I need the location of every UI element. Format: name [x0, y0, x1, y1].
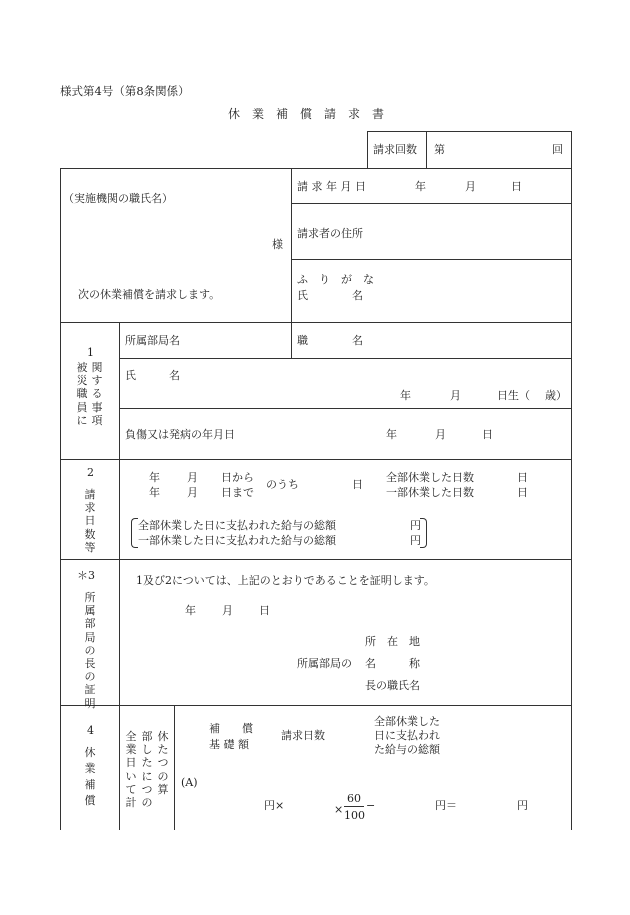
certification-text: 1及び2については、上記のとおりであることを証明します。 [136, 574, 435, 587]
to-year: 年 [149, 486, 160, 499]
location-label: 所 在 地 [365, 635, 420, 648]
s1-label-col2: 関する事項 [91, 361, 103, 427]
s2-number: 2 [87, 466, 94, 479]
row-line-section3 [60, 559, 571, 560]
full-days-label: 全部休業した日数 [386, 471, 474, 484]
post-label: 職 名 [297, 334, 363, 347]
calc-label-col1: 全業日いて計 [125, 730, 137, 809]
wage-bracket-right [420, 518, 427, 548]
head-name-label: 長の職氏名 [365, 679, 420, 692]
s4-label: 休業補償 [84, 746, 96, 807]
age: 歳） [545, 389, 567, 402]
header-line-2 [291, 259, 571, 260]
birth-year: 年 [400, 389, 411, 402]
s1-line-1 [119, 358, 571, 359]
request-count-suffix: 回 [552, 143, 563, 156]
agency-head-label: （実施機関の職氏名） [63, 192, 173, 205]
partial-wage-label: 一部休業した日に支払われた給与の総額 [138, 534, 336, 547]
row-line-section4 [60, 705, 571, 706]
count-box-divider [426, 131, 427, 168]
row-line-section1 [60, 322, 571, 323]
partial-days-label: 一部休業した日数 [386, 486, 474, 499]
formula-marker-a: (A) [181, 776, 198, 789]
from-year: 年 [149, 471, 160, 484]
s1-label-col1: 被災職員に [76, 361, 88, 427]
from-day: 日から [221, 471, 254, 484]
full-wage-label: 全部休業した日に支払われた給与の総額 [138, 519, 336, 532]
s1-dept-post-divider [291, 322, 292, 358]
wage-label-line1: 全部休業した [374, 715, 440, 728]
dept-name-label: 所属部局名 [125, 334, 180, 347]
partial-days-unit: 日 [517, 486, 528, 499]
injury-year: 年 [386, 428, 397, 441]
full-wage-yen: 円 [410, 519, 421, 532]
request-date-month: 月 [465, 180, 476, 193]
s1-number: 1 [87, 346, 94, 359]
cert-month: 月 [222, 604, 233, 617]
s3-number: ＊3 [77, 569, 95, 582]
claimant-name-label: 氏 名 [297, 289, 363, 302]
wage-bracket-left [131, 518, 138, 548]
injury-day: 日 [482, 428, 493, 441]
calc-label-col2: 部したにつの [141, 730, 153, 809]
basis-label-line1: 補 償 [209, 722, 253, 735]
of-which: のうち [266, 478, 299, 491]
s4-calc-divider [174, 705, 175, 830]
s1-line-2 [119, 408, 571, 409]
to-day: 日まで [221, 486, 254, 499]
full-days-unit: 日 [517, 471, 528, 484]
s2-label: 請求日数等 [84, 488, 96, 554]
request-date-label: 請 求 年 月 日 [297, 180, 366, 193]
injury-date-label: 負傷又は発病の年月日 [125, 428, 235, 441]
dept-prefix: 所属部局の [297, 657, 352, 670]
total-days-unit: 日 [352, 478, 363, 491]
table-left-border [60, 168, 61, 830]
form-title: 休 業 補 償 請 求 書 [228, 107, 385, 121]
formula-times: × [334, 803, 344, 816]
formula-yen-times: 円× [264, 799, 285, 812]
request-days-label: 請求日数 [281, 729, 325, 742]
birth-month: 月 [450, 389, 461, 402]
request-date-day: 日 [511, 180, 522, 193]
wage-label-line3: た給与の総額 [374, 743, 440, 756]
s4-number: 4 [87, 724, 94, 737]
row-line-top [60, 168, 571, 169]
calc-label-col3: 休たつの算 [157, 730, 169, 796]
request-count-prefix: 第 [434, 143, 445, 156]
form-number: 様式第4号（第8条関係） [60, 84, 190, 98]
partial-wage-yen: 円 [410, 534, 421, 547]
cert-day: 日 [259, 604, 270, 617]
request-date-year: 年 [415, 180, 426, 193]
injury-month: 月 [435, 428, 446, 441]
table-right-border [571, 168, 572, 830]
formula-minus: − [366, 799, 376, 812]
fraction-numerator: 60 [347, 792, 361, 805]
birth-day: 日生（ [497, 389, 530, 402]
row-line-section2 [60, 459, 571, 460]
honorific: 様 [272, 238, 283, 251]
request-count-label: 請求回数 [373, 143, 417, 156]
basis-label-line2: 基 礎 額 [209, 738, 249, 751]
header-divider [291, 168, 292, 322]
header-line-1 [291, 203, 571, 204]
label-column-divider [119, 322, 120, 830]
request-statement: 次の休業補償を請求します。 [78, 288, 221, 301]
furigana-label: ふ り が な [297, 273, 374, 286]
formula-yen-result: 円 [517, 799, 528, 812]
formula-yen-equals: 円＝ [435, 799, 457, 812]
dept-name-field-label: 名 称 [365, 657, 420, 670]
wage-label-line2: 日に支払われ [374, 729, 440, 742]
count-box-right-line [571, 131, 572, 168]
from-month: 月 [187, 471, 198, 484]
fraction-denominator: 100 [344, 809, 365, 822]
s3-label: 所属部局の長の証明 [84, 591, 96, 710]
employee-name-label: 氏 名 [125, 369, 180, 382]
address-label: 請求者の住所 [297, 227, 363, 240]
count-box-left-line [367, 131, 368, 168]
to-month: 月 [187, 486, 198, 499]
cert-year: 年 [185, 604, 196, 617]
fraction-bar [344, 806, 364, 807]
count-box-top-line [367, 131, 571, 132]
